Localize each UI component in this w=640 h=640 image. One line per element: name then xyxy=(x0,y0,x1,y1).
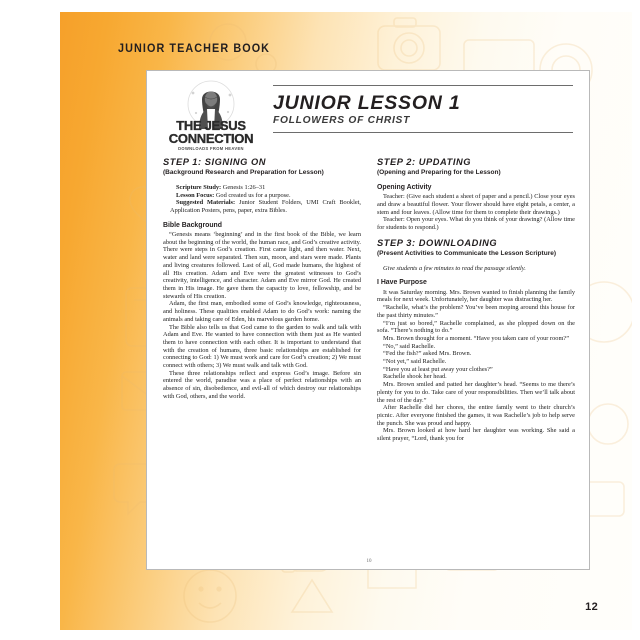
margin-top xyxy=(0,0,640,12)
lesson-focus-line xyxy=(163,192,361,200)
story-para-5: “No,” said Rachelle. xyxy=(383,342,436,350)
step2-subheading: (Opening and Preparing for the Lesson) xyxy=(377,169,501,177)
lesson-focus-value: God created us for a purpose. xyxy=(215,191,291,199)
story-para-1: It was Saturday morning. Mrs. Brown wanted to finish planning the family meals for next week. Unfortunately, her daughter was distracting her. xyxy=(377,288,575,304)
step3-heading: STEP 3: DOWNLOADING xyxy=(377,237,498,248)
logo-wordmark xyxy=(159,119,263,155)
story-para-10: Mrs. Brown smiled and patted her daughter’s head. “Seems to me there’s plenty for you to do. Take care of your responsibilities. Then we’ll talk about the rest of the day.” xyxy=(377,381,575,404)
lesson-title-block xyxy=(273,85,573,133)
story-para-12: Mrs. Brown looked at how hard her daughter was working. She said a silent prayer, “Lord, thank you for xyxy=(377,427,575,443)
story-heading: I Have Purpose xyxy=(377,279,427,287)
logo-line-1: THE JESUS xyxy=(176,118,246,133)
lesson-focus-label: Lesson Focus: xyxy=(176,191,215,199)
bible-background-para-2: Adam, the first man, embodied some of God’s knowledge, righteousness, and holiness. These qualities enabled Adam to do God’s work: naming the animals and taking care of Eden, his marvelous garden home. xyxy=(163,300,361,323)
page-title: JUNIOR LESSON 1 xyxy=(273,92,461,114)
bible-background-heading: Bible Background xyxy=(163,221,222,229)
story-para-6: “Fed the fish?” asked Mrs. Brown. xyxy=(383,350,472,358)
left-column xyxy=(163,157,361,563)
story-para-4: Mrs. Brown thought for a moment. “Have you taken care of your room?” xyxy=(383,334,570,342)
page-subtitle: FOLLOWERS OF CHRIST xyxy=(273,115,411,127)
scripture-study-line xyxy=(163,184,361,192)
step3-subheading: (Present Activities to Communicate the Lesson Scripture) xyxy=(377,250,557,258)
step1-subheading: (Background Research and Preparation for Lesson) xyxy=(163,169,324,177)
margin-bottom xyxy=(0,630,640,640)
scripture-study-label: Scripture Study: xyxy=(176,183,222,191)
opening-activity-para-2: Teacher: Open your eyes. What do you think of your drawing? (Allow time for students to respond.) xyxy=(377,216,575,232)
story-para-9: Rachelle shook her head. xyxy=(383,373,447,381)
bible-background-para-1: “Genesis means ‘beginning’ and in the first book of the Bible, we learn about the beginning of the world, the human race, and God’s creative activity. There were steps in God’s creation. First came light, and then water. Next, water and land were separated. Then sun, moon, and stars were made. Plants and living creatures followed. Last of all, God made humans, the highest of all His creation. Adam and Eve were the greatest witnesses to God’s creativity, intelligence, and character. Adam and Eve mirror God. He created them in His image. He gave them the capacity to love, fellowship, and be stewards of His creation. xyxy=(163,231,361,300)
story-para-3: “I’m just so bored,” Rachelle complained, as she plopped down on the sofa. “There’s nothing to do.” xyxy=(377,319,575,335)
suggested-materials-value: Junior Student Folders, UMI Craft Booklet, Application Posters, pens, paper, extra Bibles. xyxy=(170,199,361,214)
story-para-11: After Rachelle did her chores, the entire family went to their church’s picnic. After everyone finished the games, it was Rachelle’s job to help serve the punch. She was proud and happy. xyxy=(377,404,575,427)
page-number: 12 xyxy=(585,601,598,613)
suggested-materials-label: Suggested Materials: xyxy=(176,199,236,207)
title-rule-bottom xyxy=(273,132,573,133)
logo-tagline: DOWNLOADS FROM HEAVEN xyxy=(178,146,244,151)
opening-activity-heading: Opening Activity xyxy=(377,183,432,191)
step1-meta xyxy=(163,184,361,215)
step2-heading: STEP 2: UPDATING xyxy=(377,157,472,167)
right-column xyxy=(377,157,575,563)
two-column-body xyxy=(147,157,590,563)
bible-background-para-4: These three relationships reflect and express God’s image. Before sin entered the world, paradise was a place of perfect relationships with an absence of sin, disobedience, and evil-all of which destroy our relationships with God, others, and the world. xyxy=(163,369,361,400)
story-para-7: “Not yet,” said Rachelle. xyxy=(383,358,447,366)
card-folio-number: 10 xyxy=(366,559,372,564)
bible-background-para-3: The Bible also tells us that God came to the garden to walk and talk with Adam and Eve. He wanted to have connection with them just as He wanted them to have connection with each other. It is important to understand that with the creation of humans, three basic relationships are established for connecting to God: 1) We must work and care for God’s creation; 2) We must connect with others; 3) We must walk and talk with God. xyxy=(163,323,361,370)
masthead xyxy=(147,71,589,157)
step3-instruction: Give students a few minutes to read the passage silently. xyxy=(383,264,526,272)
jesus-connection-logo xyxy=(159,77,263,155)
running-head: JUNIOR TEACHER BOOK xyxy=(118,43,271,55)
logo-line-2: CONNECTION xyxy=(168,131,254,146)
margin-left xyxy=(0,0,60,640)
story-para-8: “Have you at least put away your clothes?” xyxy=(383,365,493,373)
margin-right xyxy=(632,0,640,640)
story-para-2: “Rachelle, what’s the problem? You’ve been moping around this house for the past thirty minutes.” xyxy=(377,304,575,319)
scripture-study-value: Genesis 1:26–31 xyxy=(222,183,266,191)
lesson-content-card xyxy=(146,70,590,570)
title-rule-top xyxy=(273,85,573,86)
suggested-materials-line xyxy=(163,199,361,214)
opening-activity-para-1: Teacher: (Give each student a sheet of paper and a pencil.) Close your eyes and draw a beautiful flower. Your flower should have eight petals, a center, a stem and four leaves. (Allow time for them to complete their drawings.) xyxy=(377,193,575,216)
step1-heading: STEP 1: SIGNING ON xyxy=(163,157,267,167)
